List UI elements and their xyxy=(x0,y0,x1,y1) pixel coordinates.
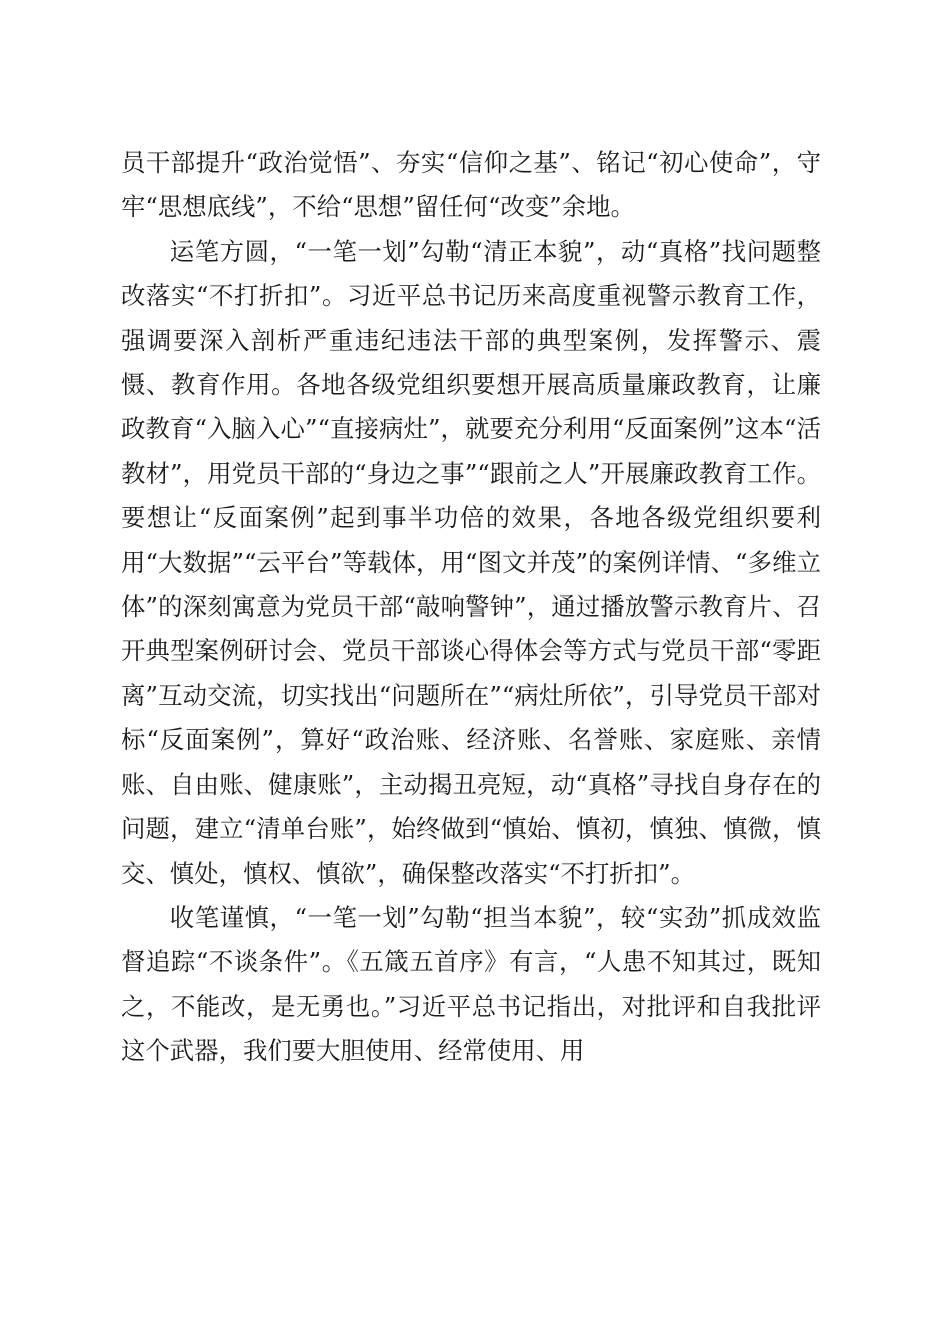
paragraph-yunbi-fangyuan: 运笔方圆，“一笔一划”勾勒“清正本貌”，动“真格”找问题整改落实“不打折扣”。习近平总书记历来高度重视警示教育工作，强调要深入剖析严重违纪违法干部的典型案例，发挥警示、震慑、教育作用。各地各级党组织要想开展高质量廉政教育，让廉政教育“入脑入心”“直接病灶”，就要充分利用“反面案例”这本“活教材”，用党员干部的“身边之事”“跟前之人”开展廉政教育工作。要想让“反面案例”起到事半功倍的效果，各地各级党组织要利用“大数据”“云平台”等载体，用“图文并茂”的案例详情、“多维立体”的深刻寓意为党员干部“敲响警钟”，通过播放警示教育片、召开典型案例研讨会、党员干部谈心得体会等方式与党员干部“零距离”互动交流，切实找出“问题所在”“病灶所依”，引导党员干部对标“反面案例”，算好“政治账、经济账、名誉账、家庭账、亲情账、自由账、健康账”，主动揭丑亮短，动“真格”寻找自身存在的问题，建立“清单台账”，始终做到“慎始、慎初，慎独、慎微，慎交、慎处，慎权、慎欲”，确保整改落实“不打折扣”。 xyxy=(121,236,821,888)
paragraph-shoubi-jinshen: 收笔谨慎，“一笔一划”勾勒“担当本貌”，较“实劲”抓成效监督追踪“不谈条件”。《五箴五首序》有言，“人患不知其过，既知之，不能改，是无勇也。”习近平总书记指出，对批评和自我批评这个武器，我们要大胆使用、经常使用、用 xyxy=(121,902,821,1066)
document-body xyxy=(121,141,821,1074)
paragraph-continuation: 员干部提升“政治觉悟”、夯实“信仰之基”、铭记“初心使命”，守牢“思想底线”，不给“思想”留任何“改变”余地。 xyxy=(121,148,821,222)
